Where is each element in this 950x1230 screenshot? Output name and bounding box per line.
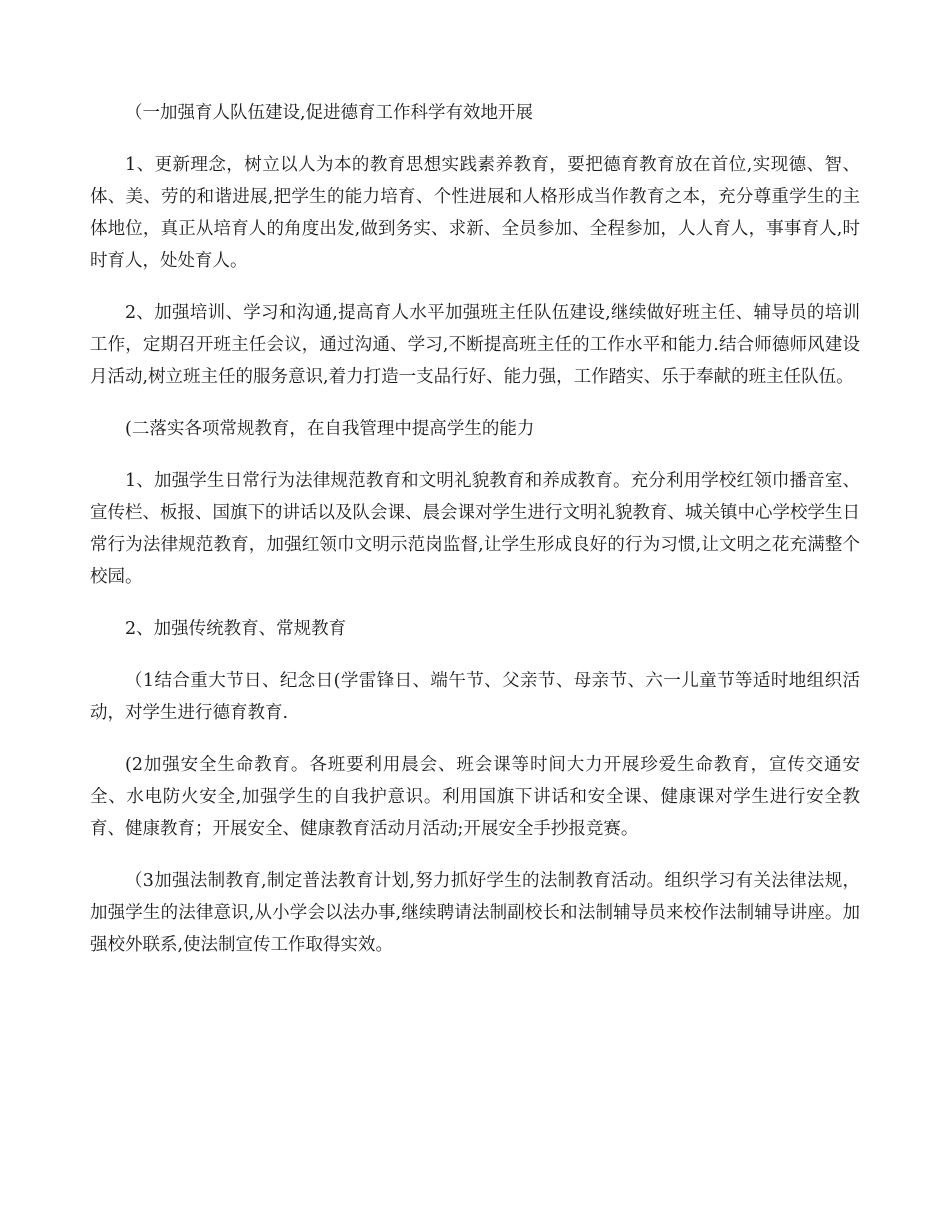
section-heading-1: （一加强育人队伍建设,促进德育工作科学有效地开展 bbox=[125, 103, 534, 123]
paragraph-item-4: 2、加强传统教育、常规教育 bbox=[125, 619, 347, 639]
paragraph-item-3: 1、加强学生日常行为法律规范教育和文明礼貌教育和养成教育。充分利用学校红领巾播音室、宣传栏、板报、国旗下的讲话以及队会课、晨会课对学生进行文明礼貌教育、城关镇中心学校学生日常行为法律规范教育，加强红领巾文明示范岗监督,让学生形成良好的行为习惯,让文明之花充满整个校园。 bbox=[90, 471, 860, 587]
section-heading-2: (二落实各项常规教育，在自我管理中提高学生的能力 bbox=[125, 419, 535, 439]
document-body bbox=[90, 97, 860, 981]
paragraph-item-2: 2、加强培训、学习和沟通,提高育人水平加强班主任队伍建设,继续做好班主任、辅导员的培训工作，定期召开班主任会议，通过沟通、学习,不断提高班主任的工作水平和能力.结合师德师风建设月活动,树立班主任的服务意识,着力打造一支品行好、能力强，工作踏实、乐于奉献的班主任队伍。 bbox=[90, 303, 860, 387]
sub-item-2: (2加强安全生命教育。各班要利用晨会、班会课等时间大力开展珍爱生命教育，宣传交通安全、水电防火安全,加强学生的自我护意识。利用国旗下讲话和安全课、健康课对学生进行安全教育、健康教育；开展安全、健康教育活动月活动;开展安全手抄报竞赛。 bbox=[90, 755, 860, 839]
paragraph-item-1: 1、更新理念，树立以人为本的教育思想实践素养教育，要把德育教育放在首位,实现德、智、体、美、劳的和谐进展,把学生的能力培育、个性进展和人格形成当作教育之本，充分尊重学生的主体地位，真正从培育人的角度出发,做到务实、求新、全员参加、全程参加，人人育人，事事育人,时时育人，处处育人。 bbox=[90, 155, 860, 271]
sub-item-3: （3加强法制教育,制定普法教育计划,努力抓好学生的法制教育活动。组织学习有关法律法规，加强学生的法律意识,从小学会以法办事,继续聘请法制副校长和法制辅导员来校作法制辅导讲座。加强校外联系,使法制宣传工作取得实效。 bbox=[90, 871, 860, 955]
sub-item-1: （1结合重大节日、纪念日(学雷锋日、端午节、父亲节、母亲节、六一儿童节等适时地组织活动，对学生进行德育教育. bbox=[90, 671, 860, 723]
